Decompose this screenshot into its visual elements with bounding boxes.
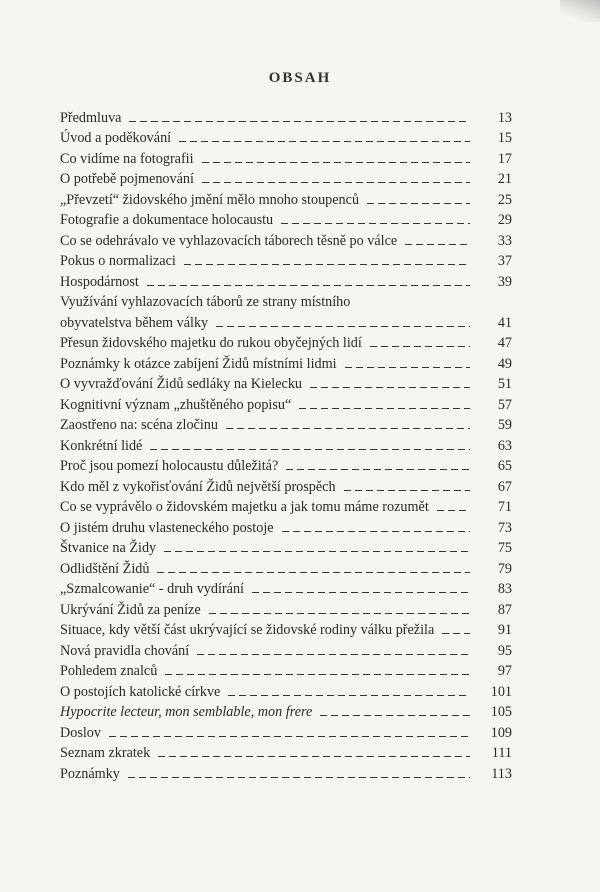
toc-page-number: 83	[497, 581, 512, 597]
dot-leader	[179, 141, 470, 142]
toc-page-number: 21	[497, 171, 512, 187]
toc-page-number: 111	[491, 745, 512, 761]
toc-entry-label: Seznam zkratek	[60, 745, 151, 761]
toc-page-number: 39	[497, 273, 512, 290]
toc-entry[interactable]	[60, 352, 512, 373]
toc-entry-label: Proč jsou pomezí holocaustu důležitá?	[60, 458, 279, 474]
toc-entry-label: Nová pravidla chování	[60, 642, 190, 659]
toc-entry[interactable]	[60, 127, 512, 148]
toc-entry[interactable]	[60, 557, 512, 578]
toc-page-number: 29	[497, 212, 512, 228]
dot-leader	[165, 674, 470, 675]
toc-entry-first-line	[60, 291, 512, 312]
dot-leader	[158, 756, 470, 757]
toc-page-number: 101	[490, 683, 512, 700]
toc-entry-label: Štvanice na Židy	[60, 540, 157, 556]
toc-entry[interactable]	[60, 209, 512, 230]
toc-entry-label: Situace, kdy větší část ukrývající se židovské rodiny válku přežila	[60, 622, 435, 638]
dot-leader	[281, 223, 470, 224]
toc-entry[interactable]	[60, 762, 512, 783]
toc-page-number: 67	[497, 478, 512, 495]
toc-entry-label: O jistém druhu vlasteneckého postoje	[60, 519, 274, 536]
page-title: OBSAH	[268, 70, 332, 86]
toc-entry[interactable]	[60, 311, 512, 332]
toc-entry-label: Poznámky k otázce zabíjení Židů místními lidmi	[60, 355, 337, 372]
toc-page-number: 17	[497, 150, 512, 167]
dot-leader	[157, 572, 470, 573]
toc-entry[interactable]	[60, 639, 512, 660]
toc-page-number: 87	[497, 601, 512, 618]
dot-leader	[252, 592, 470, 593]
toc-entry[interactable]	[60, 598, 512, 619]
toc-entry-label: Pohledem znalců	[60, 663, 158, 679]
toc-entry-label: Co se vyprávělo o židovském majetku a jak tomu máme rozumět	[60, 499, 429, 515]
toc-entry[interactable]	[60, 455, 512, 476]
toc-entry-label: Úvod a poděkování	[60, 130, 172, 146]
dot-leader	[129, 121, 470, 122]
toc-entry[interactable]	[60, 414, 512, 435]
toc-page-number: 109	[490, 724, 512, 741]
toc-entry-label: Hospodárnost	[60, 273, 139, 290]
toc-page-number: 59	[497, 417, 512, 433]
toc-entry-label: Pokus o normalizaci	[60, 253, 176, 269]
toc-entry-label: „Szmalcowanie“ - druh vydírání	[60, 581, 244, 597]
toc-page-number: 51	[497, 376, 512, 392]
dot-leader	[109, 736, 470, 737]
toc-entry[interactable]	[60, 516, 512, 537]
toc-entry[interactable]	[60, 660, 512, 681]
toc-page-number: 41	[497, 314, 512, 331]
toc-entry[interactable]	[60, 106, 512, 127]
toc-page-number: 97	[497, 663, 512, 679]
toc-entry-label: Ukrývání Židů za peníze	[60, 601, 201, 618]
toc-page-number: 63	[497, 437, 512, 454]
toc-entry-label: Odlidštění Židů	[60, 560, 150, 577]
toc-page-number: 75	[497, 540, 512, 556]
toc-entry-label: Kdo měl z vykořisťování Židů největší prospěch	[60, 478, 336, 495]
toc-entry-label: Hypocrite lecteur, mon semblable, mon frere	[60, 704, 313, 720]
toc-page-number: 71	[497, 499, 512, 515]
toc-page-number: 15	[497, 130, 512, 146]
dot-leader	[228, 695, 470, 696]
toc-entry[interactable]	[60, 434, 512, 455]
toc-page-number: 49	[497, 355, 512, 372]
dot-leader	[320, 715, 470, 716]
toc-entry[interactable]	[60, 250, 512, 271]
toc-entry-label: Fotografie a dokumentace holocaustu	[60, 212, 274, 228]
table-of-contents	[60, 106, 512, 783]
toc-page-number: 65	[497, 458, 512, 474]
toc-entry-label: „Převzetí“ židovského jmění mělo mnoho stoupenců	[60, 191, 360, 208]
toc-entry-label: obyvatelstva během války	[60, 314, 209, 331]
toc-entry[interactable]	[60, 721, 512, 742]
toc-page-number: 105	[490, 704, 512, 720]
dot-leader	[150, 449, 470, 450]
dot-leader	[299, 408, 470, 409]
dot-leader	[367, 203, 470, 204]
toc-page-number: 79	[497, 560, 512, 577]
dot-leader	[147, 285, 470, 286]
toc-page-number: 113	[491, 765, 512, 782]
toc-entry[interactable]	[60, 270, 512, 291]
toc-entry[interactable]	[60, 332, 512, 353]
toc-entry-label: O postojích katolické církve	[60, 683, 221, 700]
toc-entry[interactable]	[60, 188, 512, 209]
toc-entry-label: Využívání vyhlazovacích táborů ze strany místního	[60, 294, 351, 310]
toc-entry-label: Konkrétní lidé	[60, 437, 143, 454]
dot-leader	[405, 244, 470, 245]
toc-page-number: 47	[497, 335, 512, 351]
toc-entry-label: Přesun židovského majetku do rukou obyčejných lidí	[60, 335, 362, 351]
toc-entry-label: Poznámky	[60, 765, 120, 782]
dot-leader	[344, 490, 470, 491]
toc-page-number: 33	[497, 232, 512, 249]
dot-leader	[310, 387, 470, 388]
toc-entry-label: Co vidíme na fotografii	[60, 150, 194, 167]
dot-leader	[209, 613, 470, 614]
dot-leader	[286, 469, 470, 470]
toc-entry-label: O potřebě pojmenování	[60, 171, 194, 187]
toc-entry[interactable]	[60, 393, 512, 414]
dot-leader	[437, 510, 470, 511]
toc-entry-label: Předmluva	[60, 109, 122, 126]
toc-entry-label: Zaostřeno na: scéna zločinu	[60, 417, 218, 433]
toc-entry-label: Co se odehrávalo ve vyhlazovacích táborech těsně po válce	[60, 232, 398, 249]
toc-entry[interactable]	[60, 701, 512, 722]
toc-page-number: 91	[497, 622, 512, 638]
dot-leader	[202, 162, 470, 163]
toc-page-number: 25	[497, 191, 512, 208]
dot-leader	[370, 346, 470, 347]
toc-entry[interactable]	[60, 742, 512, 763]
toc-entry-label: Kognitivní význam „zhuštěného popisu“	[60, 396, 292, 413]
scan-page-corner	[560, 0, 600, 22]
toc-entry[interactable]	[60, 496, 512, 517]
toc-entry[interactable]	[60, 619, 512, 640]
toc-entry-label: O vyvražďování Židů sedláky na Kielecku	[60, 376, 303, 392]
toc-entry-label: Doslov	[60, 724, 101, 741]
dot-leader	[442, 633, 470, 634]
dot-leader	[197, 654, 470, 655]
dot-leader	[282, 531, 470, 532]
toc-entry[interactable]	[60, 373, 512, 394]
dot-leader	[164, 551, 470, 552]
dot-leader	[216, 326, 470, 327]
dot-leader	[226, 428, 470, 429]
toc-page-number: 95	[497, 642, 512, 659]
toc-entry[interactable]	[60, 168, 512, 189]
toc-page-number: 37	[497, 253, 512, 269]
toc-page-number: 57	[497, 396, 512, 413]
toc-entry[interactable]	[60, 578, 512, 599]
toc-entry[interactable]	[60, 475, 512, 496]
dot-leader	[202, 182, 470, 183]
toc-entry[interactable]	[60, 229, 512, 250]
dot-leader	[128, 777, 470, 778]
toc-page-number: 13	[497, 109, 512, 126]
dot-leader	[184, 264, 470, 265]
dot-leader	[345, 367, 470, 368]
toc-entry[interactable]	[60, 680, 512, 701]
toc-entry[interactable]	[60, 147, 512, 168]
toc-entry[interactable]	[60, 537, 512, 558]
toc-page-number: 73	[497, 519, 512, 536]
